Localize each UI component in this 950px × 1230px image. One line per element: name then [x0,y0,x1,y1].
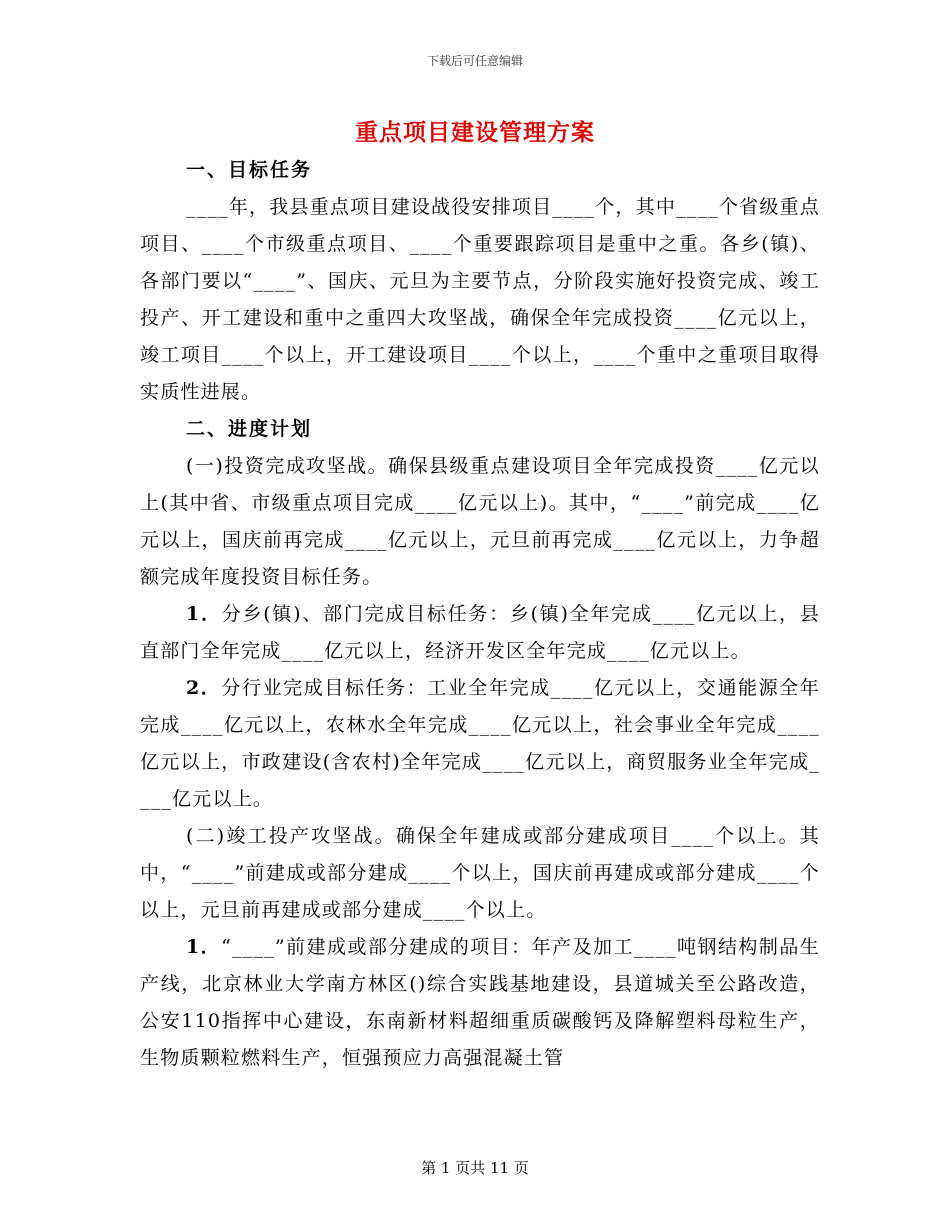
header-note: 下载后可任意编辑 [426,54,523,68]
item-number: 2． [186,677,222,699]
document-body [140,152,820,1077]
document-title: 重点项目建设管理方案 [355,119,595,146]
paragraph-item-2-industry [140,670,820,818]
page-footer: 第 1 页共 11 页 [421,1159,529,1177]
paragraph-investment: (一)投资完成攻坚战。确保县级重点建设项目全年完成投资____亿元以上(其中省、市级重点项目完成____亿元以上)。其中，“____”前完成____亿元以上，国庆前再完成____亿元以上，元旦前再完成____亿元以上，力争超额完成年度投资目标任务。 [140,455,820,588]
item-text: “____”前建成或部分建成的项目：年产及加工____吨钢结构制品生产线，北京林业大学南方林区()综合实践基地建设，县道城关至公路改造，公安110指挥中心建设，东南新材料超细重质碳酸钙及降解塑料母粒生产，生物质颗粒燃料生产，恒强预应力高强混凝土管 [140,936,820,1069]
section-heading-goals: 一、目标任务 [186,159,313,181]
paragraph-item-1-township [140,596,820,670]
paragraph-completion: (二)竣工投产攻坚战。确保全年建成或部分建成项目____个以上。其中，“____”前建成或部分建成____个以上，国庆前再建成或部分建成____个以上，元旦前再建成或部分建成____个以上。 [140,825,820,921]
paragraph-goals: ____年，我县重点项目建设战役安排项目____个，其中____个省级重点项目、____个市级重点项目、____个重要跟踪项目是重中之重。各乡(镇)、各部门要以“____”、国庆、元旦为主要节点，分阶段实施好投资完成、竣工投产、开工建设和重中之重四大攻坚战，确保全年完成投资____亿元以上，竣工项目____个以上，开工建设项目____个以上，____个重中之重项目取得实质性进展。 [140,196,820,403]
item-text: 分乡(镇)、部门完成目标任务：乡(镇)全年完成____亿元以上，县直部门全年完成____亿元以上，经济开发区全年完成____亿元以上。 [140,603,820,662]
paragraph-item-1-projects [140,929,820,1077]
item-number: 1． [186,603,222,625]
section-heading-schedule: 二、进度计划 [186,418,313,440]
item-number: 1． [186,936,222,958]
item-text: 分行业完成目标任务：工业全年完成____亿元以上，交通能源全年完成____亿元以上，农林水全年完成____亿元以上，社会事业全年完成____亿元以上，市政建设(含农村)全年完成____亿元以上，商贸服务业全年完成____亿元以上。 [140,677,821,810]
